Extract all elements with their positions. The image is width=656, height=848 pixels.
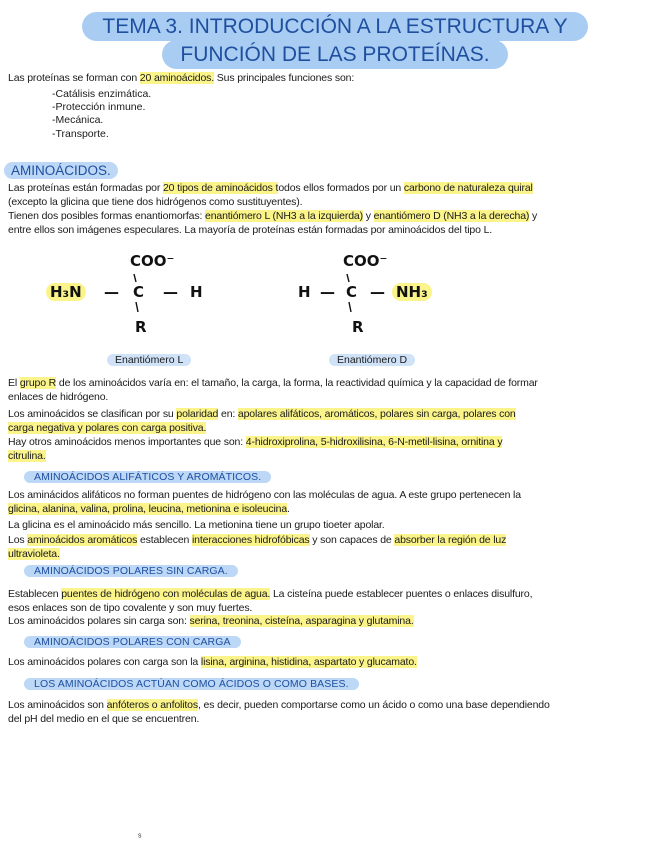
polares-sin-carga-line-1 [8,588,648,601]
function-item: -Transporte. [52,127,109,140]
highlight: lisina, arginina, histidina, aspartato y glucamato. [200,656,417,668]
caption-enantiomero-l: Enantiómero L [107,354,191,366]
bond-line [136,302,138,312]
page-number-mark: ˢ [138,832,142,843]
text: de los aminoácidos varía en: el tamaño, la carga, la forma, la reactividad química y la capacidad de formar [56,377,538,389]
text: . [287,503,290,515]
right-bond-1: — [320,283,335,301]
highlight: 20 tipos de aminoácidos t [162,182,279,194]
left-bond-2: — [163,283,178,301]
page-title-line-1 [82,12,588,41]
acidos-bases-line-2: del pH del medio en el que se encuentren. [8,713,200,725]
bond-line [349,302,351,312]
left-bond-1: — [104,283,119,301]
left-carboxyl: COO⁻ [130,252,175,270]
grupo-r-line-3 [8,408,648,421]
highlight: apolares alifáticos, aromáticos, polares sin carga, polares con [237,408,516,420]
alifaticos-line-1: Los aminácidos alifáticos no forman puentes de hidrógeno con las moléculas de agua. A este grupo pertenecen la [8,489,521,501]
alifaticos-line-2 [8,503,648,516]
alifaticos-line-5 [8,548,648,561]
section-heading-aminoacidos [4,162,118,179]
highlight: carbono de naturaleza quiral [403,182,533,194]
text: Establecen [8,588,62,600]
bond-line [347,274,349,282]
highlight: ultravioleta. [8,548,60,560]
aminoacidos-line-2: (excepto la glicina que tiene dos hidrógenos como sustituyentes). [8,196,303,208]
section-heading-text: AMINOÁCIDOS. [11,163,111,178]
section-heading-text: AMINOÁCIDOS POLARES SIN CARGA. [34,565,228,577]
polares-sin-carga-line-2: esos enlaces son de tipo covalente y son muy fuertes. [8,602,253,614]
right-carboxyl: COO⁻ [343,252,388,270]
highlight: aminoácidos aromáticos [27,534,138,546]
alifaticos-line-4 [8,534,648,547]
text: Los aminoácidos polares con carga son la [8,656,201,668]
section-heading-alifaticos [24,471,271,483]
grupo-r-line-2: enlaces de hidrógeno. [8,391,109,403]
section-heading-text: LOS AMINOÁCIDOS ACTÚAN COMO ÁCIDOS O COMO BASES. [34,678,349,690]
text: La cisteína puede establecer puentes o enlaces disulfuro, [270,588,533,600]
highlight: 4-hidroxiprolina, 5-hidroxilisina, 6-N-metil-lisina, ornitina y [245,436,503,448]
caption-enantiomero-d: Enantiómero D [329,354,415,366]
grupo-r-line-4 [8,422,648,435]
text: Los [8,534,28,546]
text: odos ellos formados por un [278,182,404,194]
text: y [529,210,538,222]
right-hydrogen: H [298,283,311,301]
left-r-group: R [135,318,147,336]
section-heading-text: AMINOÁCIDOS ALIFÁTICOS Y AROMÁTICOS. [34,471,262,483]
title-line-2-text: FUNCIÓN DE LAS PROTEÍNAS. [180,43,490,66]
grupo-r-line-5 [8,436,648,449]
highlight: interacciones hidrofóbicas [192,534,310,546]
acidos-bases-line-1 [8,699,648,712]
section-heading-polares-con-carga [24,636,241,648]
intro-text-post: Sus principales funciones son: [214,72,355,84]
text: Las proteínas están formadas por [8,182,163,194]
section-heading-polares-sin-carga [24,565,238,577]
text: Los aminoácidos son [8,699,107,711]
aminoacidos-line-4: entre ellos son imágenes especulares. La mayoría de proteínas están formadas por aminoácidos del tipo L. [8,224,493,236]
highlight: citrulina. [8,450,46,462]
section-heading-acidos-bases [24,678,359,690]
highlight: serina, treonina, cisteína, asparagina y glutamina. [189,615,414,627]
polares-con-carga-line-1 [8,656,648,669]
page-title-line-2 [162,40,508,69]
text: Los aminoácidos se clasifican por su [8,408,177,420]
text: y [362,210,374,222]
highlight: glicina, alanina, valina, prolina, leucina, metionina e isoleucina [8,503,288,515]
text: Tienen dos posibles formas enantiomorfas: [8,210,205,222]
text: establecen [137,534,192,546]
highlight: grupo R [19,377,57,389]
highlight: enantiómero D (NH3 a la derecha) [373,210,530,222]
highlight: anfóteros o anfolitos [106,699,198,711]
section-heading-text: AMINOÁCIDOS POLARES CON CARGA [34,636,231,648]
highlight: carga negativa y polares con carga positiva. [8,422,207,434]
intro-highlight: 20 aminoácidos. [139,72,215,84]
grupo-r-line-1 [8,377,648,390]
intro-paragraph [8,72,648,85]
right-bond-2: — [370,283,385,301]
left-carbon: C [133,283,145,301]
highlight: absorber la región de luz [394,534,507,546]
text: El [8,377,20,389]
highlight: enantiómero L (NH3 a la izquierda) [205,210,363,222]
function-item: -Protección inmune. [52,101,146,114]
function-item: -Catálisis enzimática. [52,88,152,100]
text: y son capaces de [309,534,395,546]
right-r-group: R [352,318,364,336]
text: Hay otros aminoácidos menos importantes que son: [8,436,246,448]
function-item: -Mecánica. [52,114,104,127]
highlight: puentes de hidrógeno con moléculas de agua. [61,588,271,600]
polares-sin-carga-line-3 [8,615,648,628]
title-line-1-text: TEMA 3. INTRODUCCIÓN A LA ESTRUCTURA Y [102,15,568,38]
aminoacidos-line-1 [8,182,648,195]
highlight: polaridad [176,408,219,420]
text: en: [218,408,238,420]
enantiomer-drawings [0,250,656,370]
grupo-r-line-6 [8,450,648,463]
alifaticos-line-3: La glicina es el aminoácido más sencillo. La metionina tiene un grupo tioeter apolar. [8,519,385,531]
left-amino-group: H₃N [46,283,86,301]
right-amino-group: NH₃ [392,283,432,301]
left-hydrogen: H [190,283,203,301]
text: Los aminoácidos polares sin carga son: [8,615,190,627]
right-carbon: C [346,283,358,301]
bond-line [134,274,136,282]
intro-text: Las proteínas se forman con [8,72,140,84]
text: , es decir, pueden comportarse como un ácido o como una base dependiendo [197,699,550,711]
functions-list [52,88,151,141]
aminoacidos-line-3 [8,210,648,223]
